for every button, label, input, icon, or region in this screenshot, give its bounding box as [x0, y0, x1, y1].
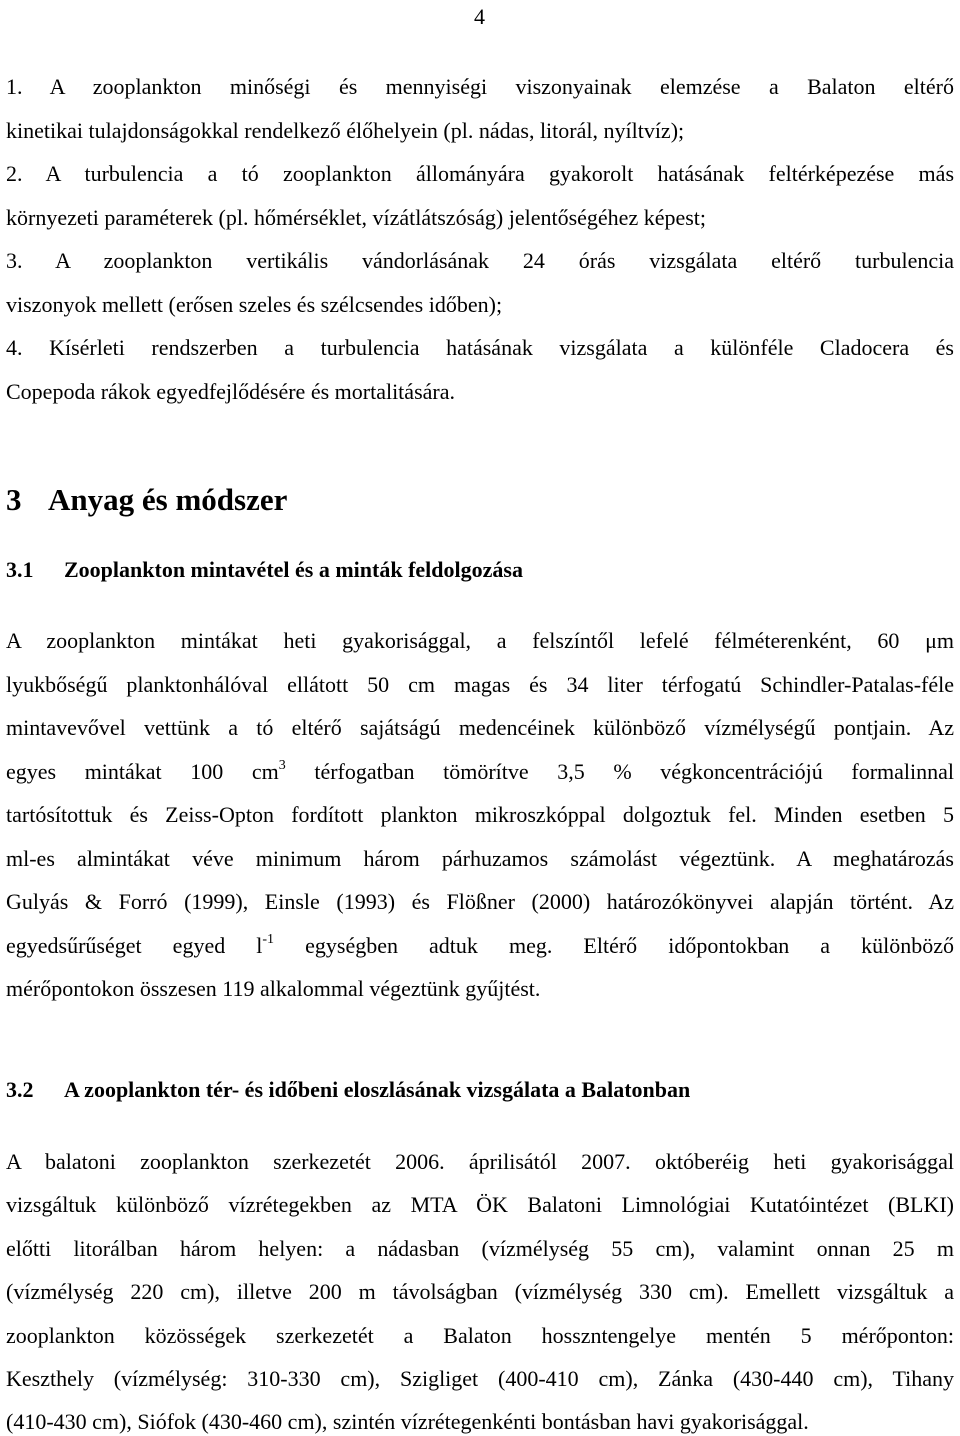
subsection-number: 3.2	[6, 1077, 34, 1102]
list-item-2-line-2: környezeti paraméterek (pl. hőmérséklet, vízátlátszóság) jelentőségéhez képest;	[6, 205, 707, 230]
superscript: -1	[262, 931, 275, 947]
paragraph-line: A balatoni zooplankton szerkezetét 2006. áprilisától 2007. októberéig heti gyakorisággal	[6, 1149, 954, 1174]
paragraph-line: A zooplankton mintákat heti gyakorisággal, a felszíntől lefelé félméterenként, 60 μm	[6, 628, 954, 653]
subsection-title: A zooplankton tér- és időbeni eloszlásának vizsgálata a Balatonban	[64, 1077, 691, 1102]
paragraph-line: ml-es almintákat véve minimum három párhuzamos számolást végeztünk. A meghatározás	[6, 846, 954, 871]
paragraph-line: tartósítottuk és Zeiss-Opton fordított plankton mikroszkóppal dolgoztuk fel. Minden esetben 5	[6, 802, 954, 827]
list-item-1-line-2: kinetikai tulajdonságokkal rendelkező élőhelyein (pl. nádas, litorál, nyíltvíz);	[6, 118, 685, 143]
paragraph-line: (vízmélység 220 cm), illetve 200 m távolságban (vízmélység 330 cm). Emellett vizsgáltuk a	[6, 1279, 954, 1304]
paragraph-line: vizsgáltuk különböző vízrétegekben az MTA ÖK Balatoni Limnológiai Kutatóintézet (BLKI)	[6, 1192, 954, 1217]
subsection-title: Zooplankton mintavétel és a minták feldolgozása	[64, 557, 523, 582]
paragraph-line: zooplankton közösségek szerkezetét a Balaton hosszntengelye mentén 5 mérőponton:	[6, 1323, 954, 1348]
paragraph-line: (410-430 cm), Siófok (430-460 cm), szintén vízrétegenkénti bontásban havi gyakorisággal.	[6, 1409, 809, 1434]
paragraph-line	[6, 759, 954, 785]
paragraph-line: lyukbőségű planktonhálóval ellátott 50 cm magas és 34 liter térfogatú Schindler-Patalas-féle	[6, 672, 954, 697]
paragraph-line: mintavevővel vettünk a tó eltérő sajátságú medencéinek különböző vízmélységű pontjain. Az	[6, 715, 954, 740]
paragraph-line	[6, 933, 954, 959]
list-item-4-line-2: Copepoda rákok egyedfejlődésére és mortalitására.	[6, 379, 455, 404]
superscript: 3	[278, 757, 286, 773]
paragraph-line: Gulyás & Forró (1999), Einsle (1993) és Flößner (2000) határozókönyvei alapján történt. Az	[6, 889, 954, 914]
list-item-2-line-1: 2. A turbulencia a tó zooplankton állományára gyakorolt hatásának feltérképezése más	[6, 161, 954, 186]
page-number: 4	[474, 4, 485, 29]
paragraph-line: előtti litorálban három helyen: a nádasban (vízmélység 55 cm), valamint onnan 25 m	[6, 1236, 954, 1261]
list-item-3-line-1: 3. A zooplankton vertikális vándorlásának 24 órás vizsgálata eltérő turbulencia	[6, 248, 954, 273]
paragraph-line: mérőpontokon összesen 119 alkalommal végeztünk gyűjtést.	[6, 976, 541, 1001]
list-item-4-line-1: 4. Kísérleti rendszerben a turbulencia hatásának vizsgálata a különféle Cladocera és	[6, 335, 954, 360]
list-item-1-line-1: 1. A zooplankton minőségi és mennyiségi viszonyainak elemzése a Balaton eltérő	[6, 74, 954, 99]
subsection-heading-3-2	[6, 1077, 690, 1103]
text-run: egységben adtuk meg. Eltérő időpontokban a különböző	[274, 933, 954, 958]
subsection-heading-3-1	[6, 557, 523, 583]
text-run: egyedsűrűséget egyed l	[6, 933, 263, 958]
text-run: egyes mintákat 100 cm	[6, 759, 279, 784]
list-item-3-line-2: viszonyok mellett (erősen szeles és szélcsendes időben);	[6, 292, 503, 317]
section-heading	[6, 482, 287, 518]
text-run: térfogatban tömörítve 3,5 % végkoncentrációjú formalinnal	[285, 759, 954, 784]
subsection-number: 3.1	[6, 557, 34, 582]
section-number: 3	[6, 482, 22, 517]
section-title: Anyag és módszer	[48, 482, 288, 517]
paragraph-line: Keszthely (vízmélység: 310-330 cm), Szigliget (400-410 cm), Zánka (430-440 cm), Tihany	[6, 1366, 954, 1391]
